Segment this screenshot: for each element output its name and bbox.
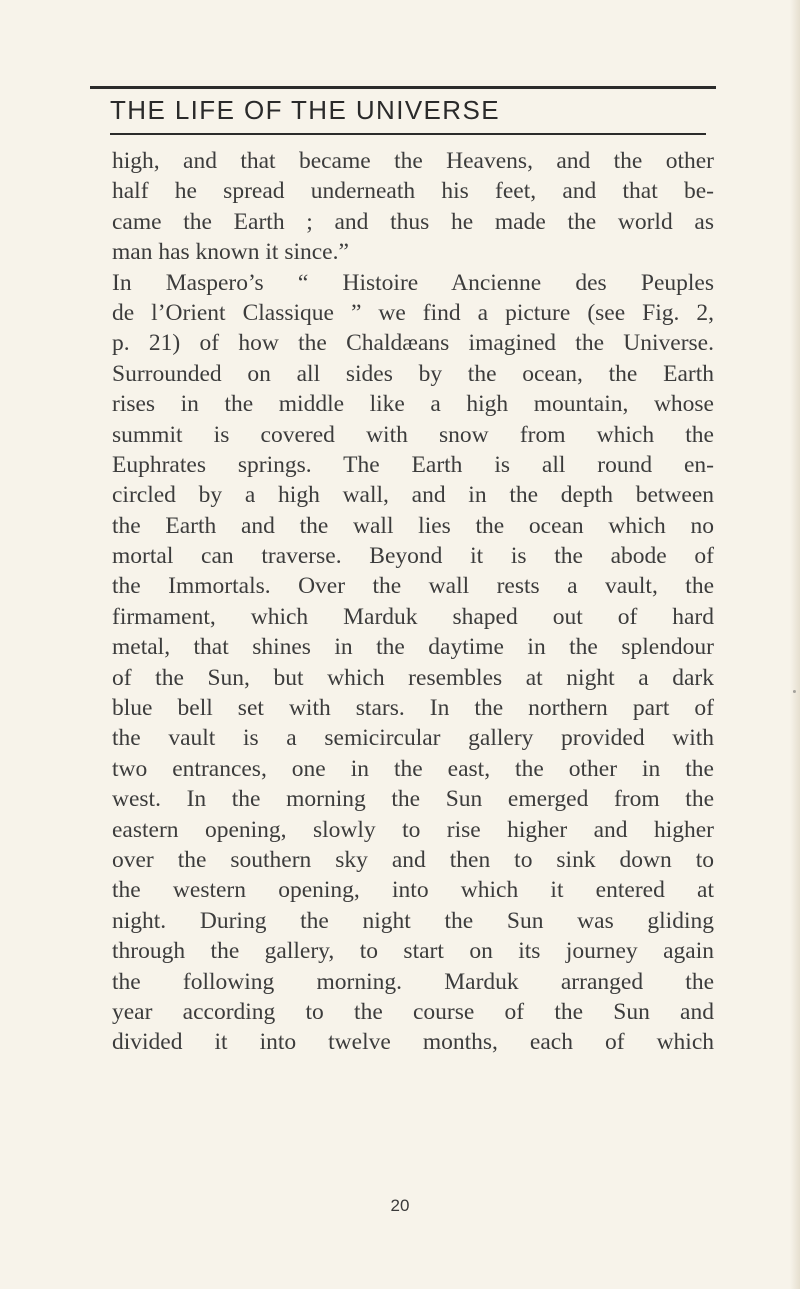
text-line: night. During the night the Sun was gliding [112,907,714,934]
text-line: the Earth and the wall lies the ocean which no [112,512,714,539]
text-line: p. 21) of how the Chaldæans imagined the Universe. [112,330,714,357]
text-line: mortal can traverse. Beyond it is the abode of [112,543,714,570]
text-line: man has known it since.” [112,239,349,266]
text-line: through the gallery, to start on its journey again [112,938,714,965]
page-number: 20 [390,1196,410,1215]
header-rule-bottom [110,133,706,135]
text-line: west. In the morning the Sun emerged from the [112,786,714,813]
text-line: In Maspero’s “ Histoire Ancienne des Peuples [112,269,714,296]
text-line: half he spread underneath his feet, and that be- [112,178,714,205]
text-line: circled by a high wall, and in the depth between [112,482,714,509]
text-line: of the Sun, but which resembles at night a dark [112,664,714,691]
text-line: over the southern sky and then to sink down to [112,846,714,873]
text-line: firmament, which Marduk shaped out of hard [112,603,714,630]
text-line: came the Earth ; and thus he made the world as [112,208,714,235]
text-line: year according to the course of the Sun and [112,998,714,1025]
text-line: eastern opening, slowly to rise higher and higher [112,816,714,843]
text-line: metal, that shines in the daytime in the splendour [112,634,714,661]
text-line: the vault is a semicircular gallery provided with [112,725,714,752]
text-line: divided it into twelve months, each of which [112,1029,714,1056]
text-line: Surrounded on all sides by the ocean, the Earth [112,360,714,387]
text-line: summit is covered with snow from which the [112,421,714,448]
text-line: the following morning. Marduk arranged the [112,968,714,995]
text-line: two entrances, one in the east, the other in the [112,755,714,782]
text-line: blue bell set with stars. In the northern part of [112,695,714,722]
page-edge-shadow [790,0,800,1289]
text-line: the western opening, into which it entered at [112,877,714,904]
text-line: Euphrates springs. The Earth is all round en- [112,451,714,478]
running-head: THE LIFE OF THE UNIVERSE [110,95,500,125]
text-line: de l’Orient Classique ” we find a picture (see Fig. 2, [112,299,714,326]
text-line: high, and that became the Heavens, and the other [112,148,714,174]
body-text [112,146,714,1058]
text-line: rises in the middle like a high mountain, whose [112,391,714,418]
text-line: the Immortals. Over the wall rests a vault, the [112,573,714,600]
header-rule-top [90,86,716,89]
